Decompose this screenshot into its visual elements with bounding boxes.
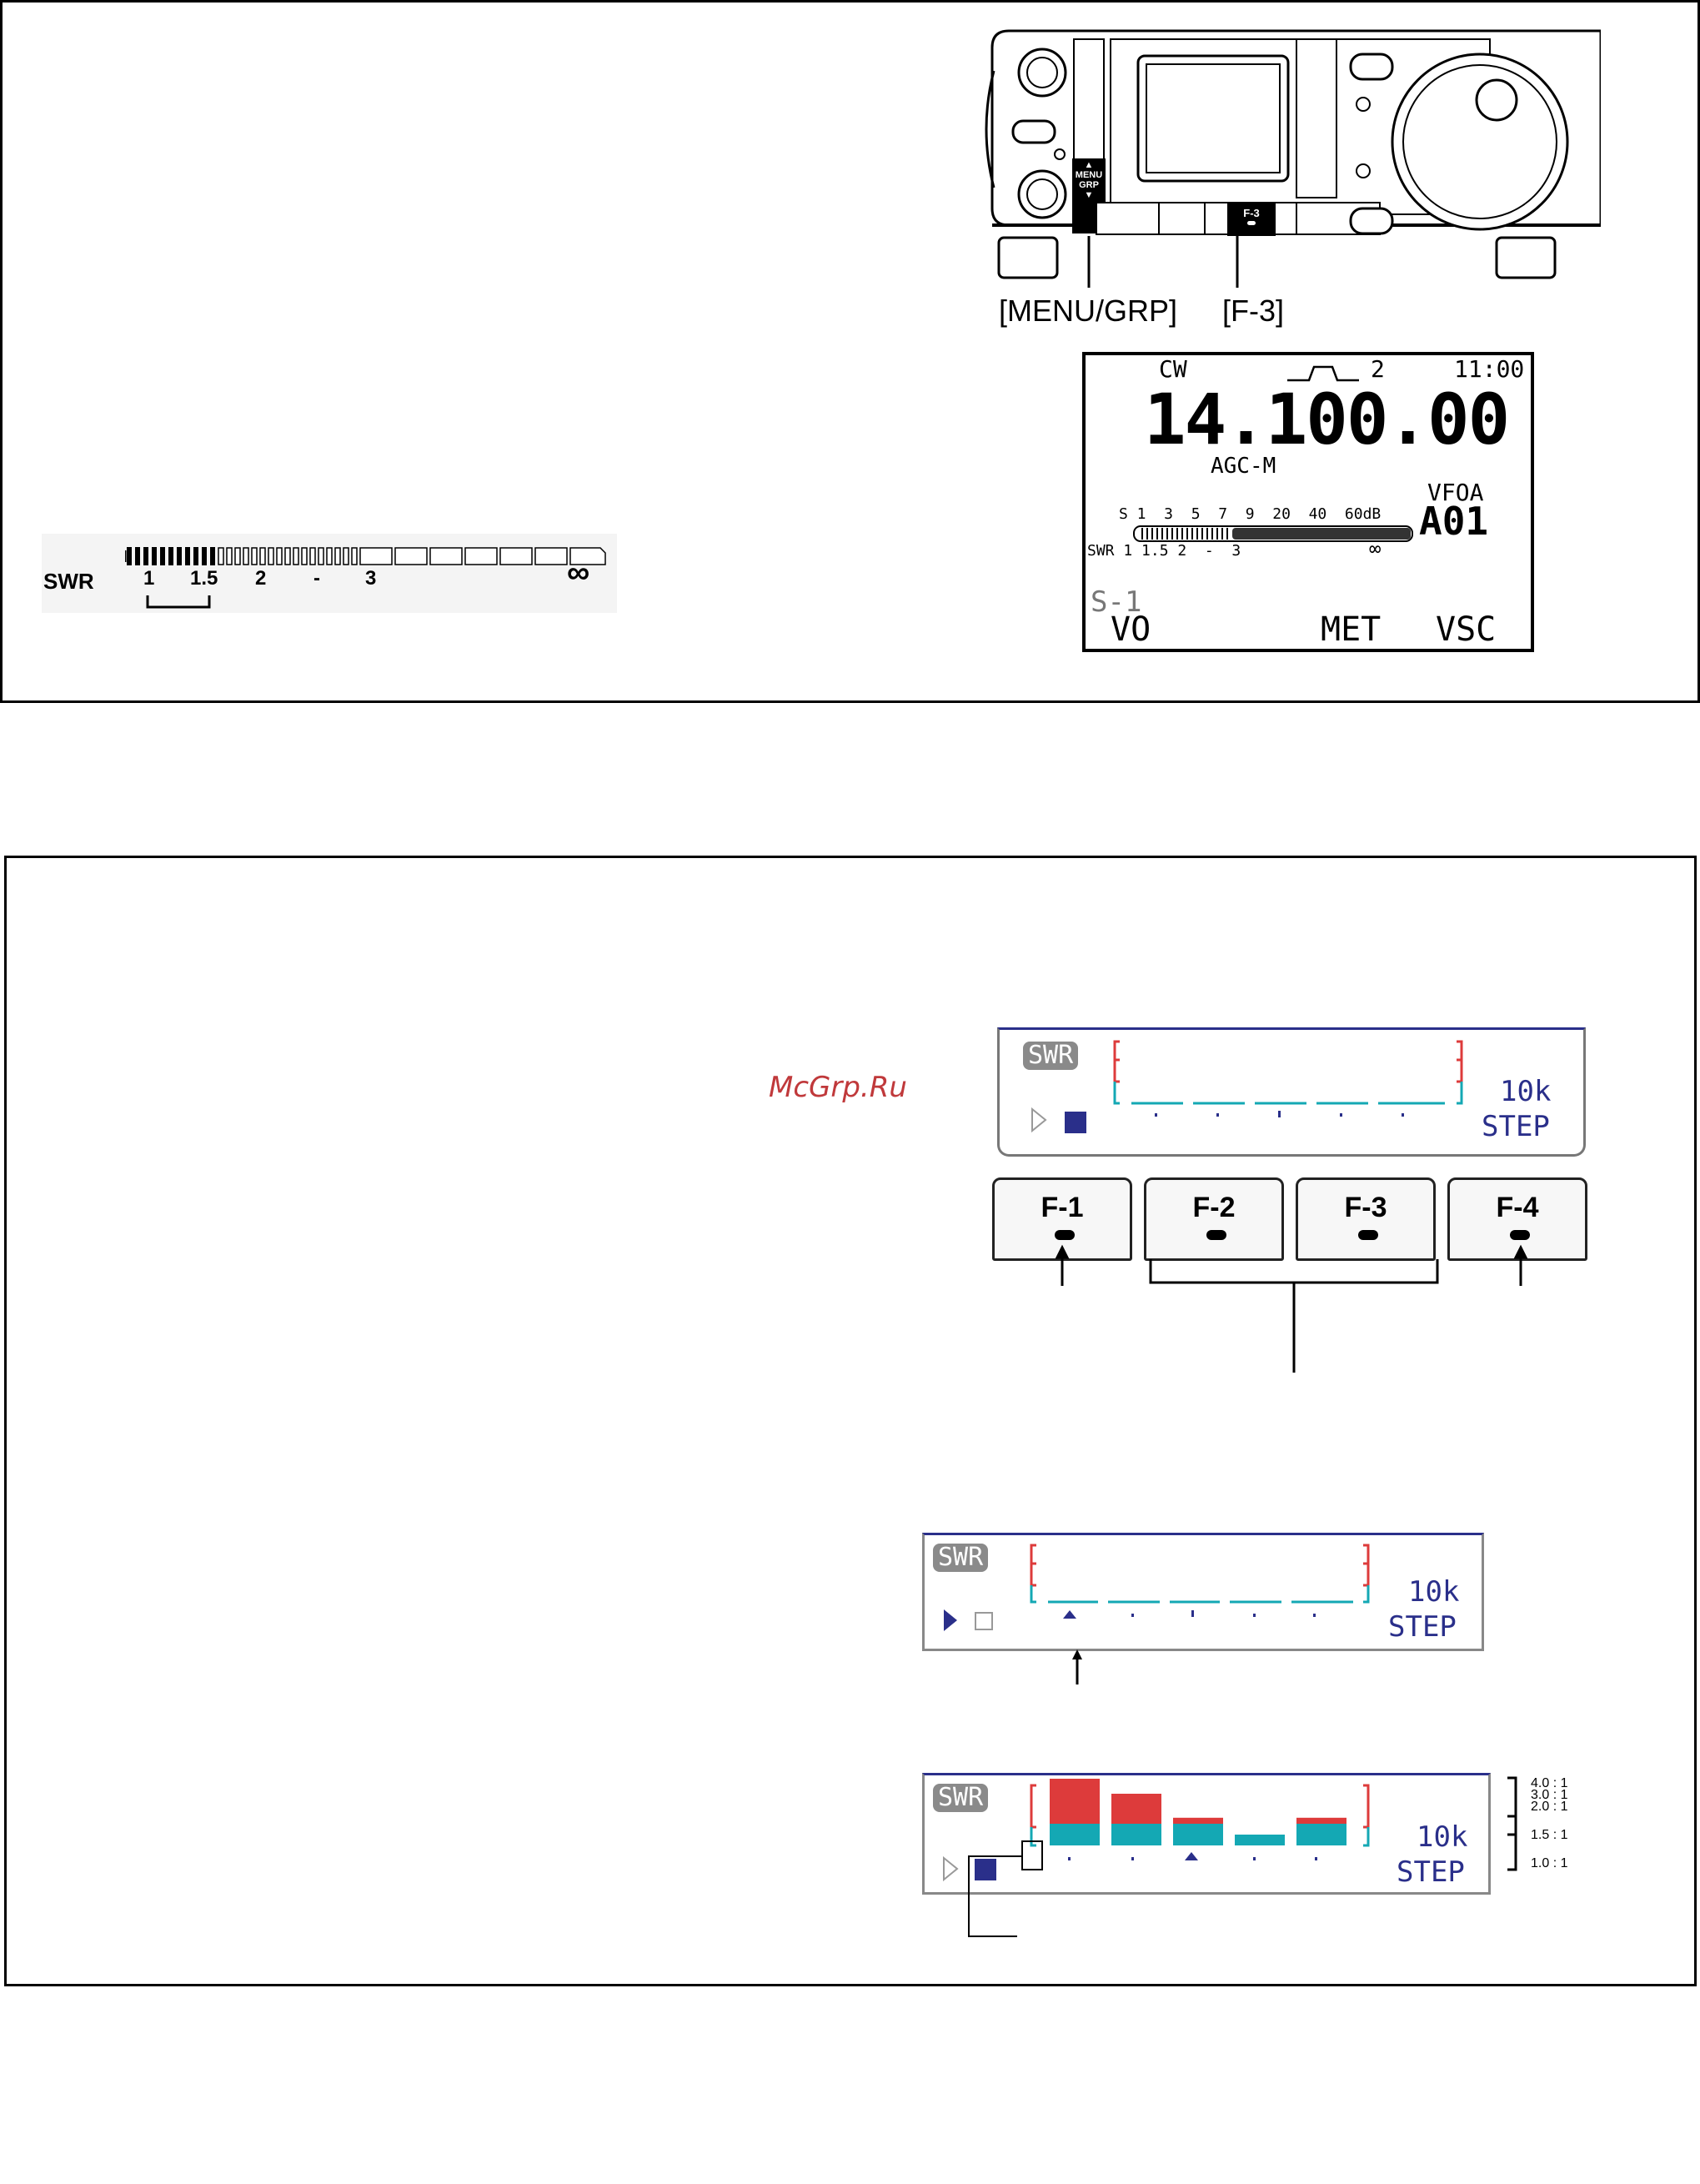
swr-scale-1-5: 1.5	[190, 567, 218, 590]
step-value: 10k	[1500, 1075, 1552, 1108]
step-value-3: 10k	[1417, 1820, 1468, 1854]
lcd-fkey-vsc: VSC	[1436, 610, 1497, 649]
up-arrow-icon: ▲	[1084, 160, 1094, 170]
swr-badge-3: SWR	[933, 1784, 988, 1812]
swr-bar-high	[1050, 1779, 1100, 1824]
bar-callout-line	[967, 1840, 1051, 1940]
f3-key-dot-bottom	[1358, 1230, 1378, 1240]
step-label-2: STEP	[1388, 1610, 1457, 1644]
lcd-memory: A01	[1419, 499, 1489, 544]
ratio-4-0: 4.0 : 1	[1531, 1776, 1568, 1790]
lcd-frequency: 14.100.00	[1144, 379, 1509, 460]
swr-scale-3: 3	[365, 567, 377, 590]
f1-key-dot	[1055, 1230, 1075, 1240]
lcd-vfo: VFOA	[1427, 479, 1484, 506]
lcd-filter-number: 2	[1371, 355, 1385, 383]
f3-key-dot	[1247, 221, 1256, 225]
menu-grp-key[interactable]	[1074, 160, 1104, 230]
ratio-3-0: 3.0 : 1	[1531, 1788, 1568, 1802]
ratio-scale-bracket	[1506, 1776, 1522, 1876]
menu-grp-callout: [MENU/GRP]	[999, 294, 1178, 328]
f3-callout: [F-3]	[1222, 294, 1285, 328]
swr-graph-frame-2	[1030, 1544, 1372, 1627]
swr-bar-high	[1173, 1818, 1223, 1824]
f3-key-label: F-3	[1243, 207, 1260, 219]
swr-display-1	[997, 1027, 1586, 1157]
lcd-mode: CW	[1159, 355, 1187, 383]
fkey-callout-lines	[992, 1243, 1592, 1376]
watermark: McGrp.Ru	[769, 1071, 907, 1104]
f4-key-dot	[1510, 1230, 1530, 1240]
swr-range-bracket	[146, 594, 213, 610]
stop-outline-icon[interactable]	[975, 1612, 993, 1630]
f2-key-dot	[1206, 1230, 1226, 1240]
play-outline-icon-3[interactable]	[941, 1855, 960, 1882]
step-label: STEP	[1482, 1110, 1550, 1143]
swr-badge-2: SWR	[933, 1544, 988, 1572]
ratio-1-5: 1.5 : 1	[1531, 1828, 1568, 1842]
f4-key-label: F-4	[1496, 1192, 1539, 1223]
down-arrow-icon: ▼	[1084, 190, 1094, 200]
lcd-group: S-1	[1091, 585, 1142, 619]
lcd-infinity: ∞	[1369, 537, 1382, 560]
step-value-2: 10k	[1408, 1575, 1460, 1609]
play-outline-icon[interactable]	[1030, 1107, 1048, 1133]
ratio-2-0: 2.0 : 1	[1531, 1800, 1568, 1814]
play-filled-icon[interactable]	[941, 1607, 960, 1634]
swr-meter-title: SWR	[43, 569, 94, 594]
lcd-fkey-vo: VO	[1111, 610, 1151, 649]
lcd-fkey-met: MET	[1321, 610, 1382, 649]
lcd-display	[1082, 352, 1534, 652]
ratio-scale-legend	[1506, 1776, 1606, 1876]
swr-bar-high	[1111, 1794, 1161, 1824]
swr-bar-meter	[42, 534, 617, 613]
swr-bar-low	[1235, 1835, 1285, 1845]
lcd-agc: AGC-M	[1211, 454, 1276, 479]
swr-bar-low	[1111, 1824, 1161, 1845]
ratio-1-0: 1.0 : 1	[1531, 1856, 1568, 1870]
marker-callout-arrow	[1069, 1648, 1086, 1686]
swr-scale-1: 1	[143, 567, 155, 590]
swr-bar-high	[1296, 1818, 1346, 1824]
f3-key-label-bottom: F-3	[1344, 1192, 1387, 1223]
stop-filled-icon[interactable]	[1065, 1112, 1086, 1133]
lcd-s-scale: S 1 3 5 7 9 20 40 60dB	[1119, 505, 1382, 523]
swr-bar-low	[1296, 1824, 1346, 1845]
lcd-time: 11:00	[1454, 355, 1525, 383]
f1-key-label: F-1	[1041, 1192, 1084, 1223]
step-label-3: STEP	[1397, 1855, 1465, 1889]
chart-bars	[1050, 1779, 1346, 1845]
swr-scale-dash: -	[313, 567, 320, 590]
swr-display-2	[922, 1533, 1484, 1651]
swr-bar-low	[1050, 1824, 1100, 1845]
grp-key-label: GRP	[1079, 180, 1099, 190]
f3-key[interactable]	[1229, 207, 1274, 235]
lcd-swr-scale: SWR 1 1.5 2 - 3	[1087, 542, 1241, 560]
swr-scale-2: 2	[255, 567, 267, 590]
swr-scale-infinity: ∞	[567, 555, 590, 590]
radio-front-illustration	[984, 21, 1601, 288]
menu-key-label: MENU	[1075, 170, 1103, 180]
swr-badge: SWR	[1023, 1042, 1078, 1070]
f2-key-label: F-2	[1192, 1192, 1236, 1223]
swr-bar-low	[1173, 1824, 1223, 1845]
swr-graph-frame	[1113, 1040, 1463, 1123]
swr-bar-chart	[1030, 1779, 1380, 1870]
